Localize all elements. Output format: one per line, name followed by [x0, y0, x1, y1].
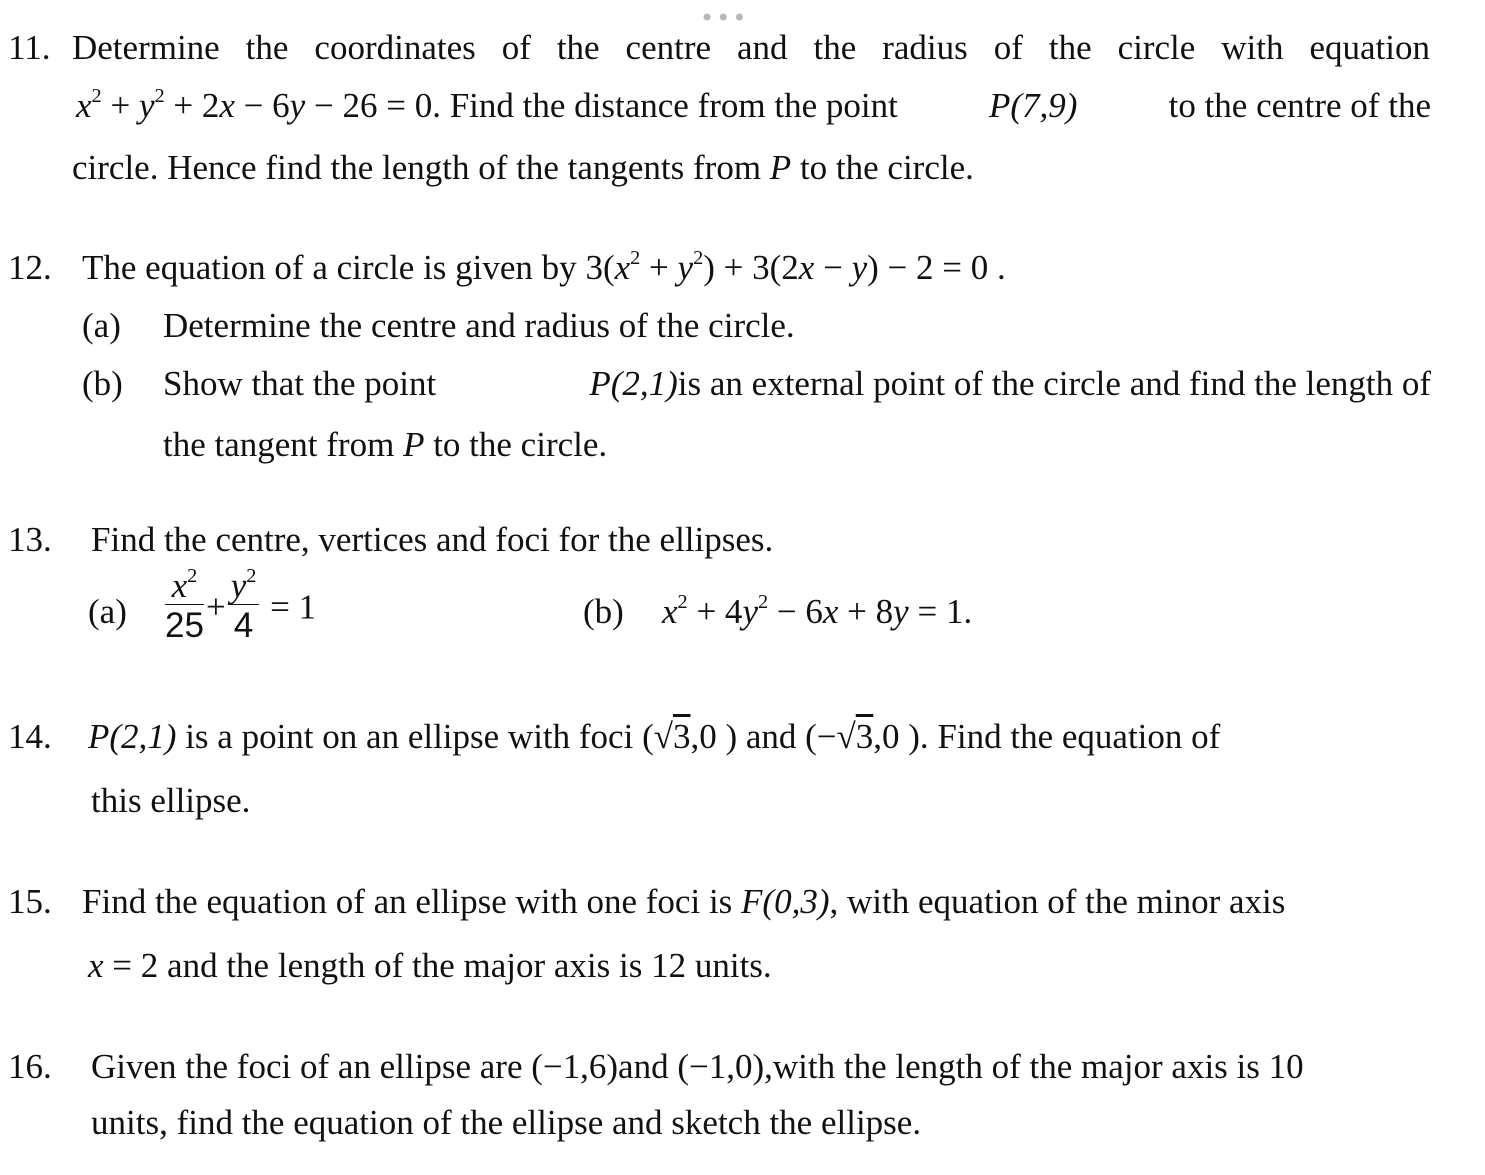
q12a-label: (a): [82, 306, 121, 345]
q11-point: P(7,9): [988, 86, 1078, 125]
q15-line1: Find the equation of an ellipse with one foci is F(0,3), with equation of the minor axis: [82, 882, 1286, 921]
q13-number: 13.: [8, 520, 52, 559]
q12b-line1: Show that the point P(2,1)is an external point of the circle and find the length of: [163, 364, 1431, 403]
q12b-label: (b): [82, 364, 123, 403]
q14-line1: P(2,1) is a point on an ellipse with foci (√3,0 ) and (−√3,0 ). Find the equation of: [88, 717, 1221, 756]
q12b-line2: the tangent from P to the circle.: [163, 425, 608, 464]
q13-intro: Find the centre, vertices and foci for the ellipses.: [91, 520, 774, 559]
q12-number: 12.: [8, 248, 52, 287]
q11-line2: [76, 86, 1431, 126]
q11-line1: Determine the coordinates of the centre and the radius of the circle with equation: [72, 28, 1430, 67]
q12a-text: Determine the centre and radius of the circle.: [163, 306, 795, 345]
q14-line2: this ellipse.: [91, 781, 251, 820]
q16-number: 16.: [8, 1047, 52, 1086]
q15-line2: x = 2 and the length of the major axis is 12 units.: [88, 946, 772, 985]
q11-text2b: to the centre of the: [1168, 86, 1431, 125]
more-options-icon[interactable]: •••: [700, 4, 749, 32]
q15-number: 15.: [8, 882, 52, 921]
q16-line1: Given the foci of an ellipse are (−1,6)and (−1,0),with the length of the major axis is 10: [91, 1047, 1304, 1086]
q14-number: 14.: [8, 717, 52, 756]
q16-line2: units, find the equation of the ellipse and sketch the ellipse.: [91, 1103, 922, 1142]
q13b-equation: $x^2 + 4y^2 - 6x + 8y = 1$.: [662, 590, 973, 631]
q11-line3: circle. Hence find the length of the tangents from P to the circle.: [72, 148, 974, 187]
q13a-equation: $\frac{x^2}{25}$ + $\frac{y^2}{4}$ = 1: [165, 564, 317, 645]
q12-intro: The equation of a circle is given by $3(x^2 + y^2) + 3(2x - y) - 2 = 0$ .: [82, 246, 1006, 287]
q13b-label: (b): [583, 592, 624, 631]
q11-equation: $x^2 + y^2 + 2x - 6y - 26 = 0$. Find the distance from the point: [76, 84, 898, 125]
q13a-label: (a): [88, 592, 127, 631]
q11-number: 11.: [8, 28, 51, 67]
